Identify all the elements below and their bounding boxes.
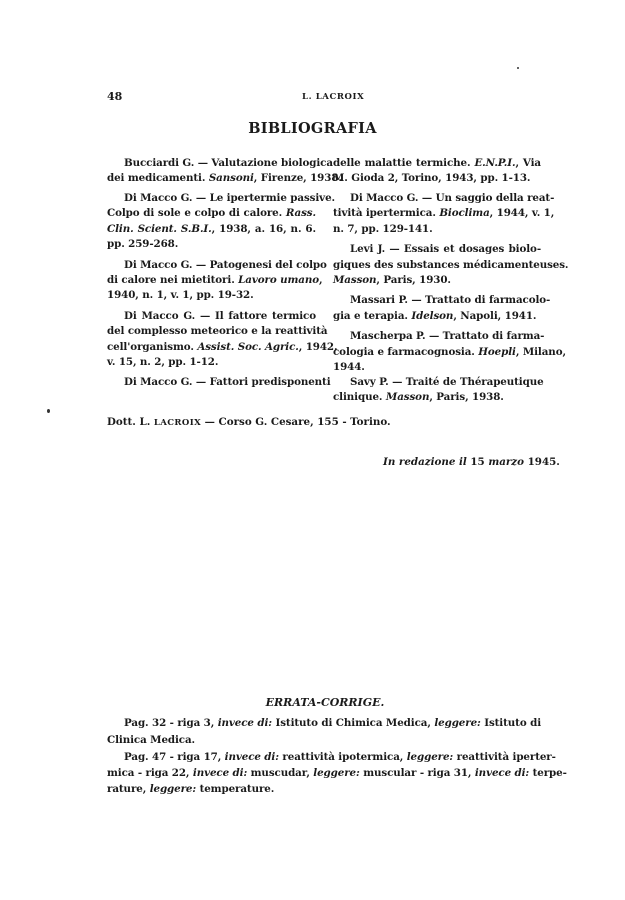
scan-speck [517, 67, 519, 69]
text-segment: , Via [515, 157, 541, 169]
italic-segment: Masson [333, 274, 377, 286]
text-line [333, 191, 555, 205]
date-d: 1945. [524, 456, 560, 468]
italic-segment: Lavoro umano [238, 274, 320, 286]
text-line [107, 309, 316, 323]
address-prefix: Dott. L. [107, 416, 154, 428]
text-line [107, 273, 323, 287]
text-line [333, 273, 541, 287]
text-segment: n. 7, pp. 129-141. [333, 223, 433, 235]
text-line [333, 156, 541, 170]
italic-segment: Idelson [411, 310, 454, 322]
text-segment: , 1938, a. 16, n. 6. [211, 223, 316, 235]
running-head: L. LACROIX [302, 92, 365, 102]
text-line [333, 222, 541, 236]
text-segment: 1940, n. 1, v. 1, pp. 19-32. [107, 289, 254, 301]
italic-segment: E.N.P.I. [474, 157, 516, 169]
text-segment: Levi J. — Essais et dosages biolo- [350, 243, 541, 255]
italic-segment: Assist. Soc. Agric. [197, 341, 299, 353]
text-segment: cell'organismo. [107, 341, 198, 353]
italic-segment: Clin. Scient. S.B.I. [107, 223, 212, 235]
text-segment: Di Macco G. — Patogenesi del colpo [124, 259, 327, 271]
text-line [107, 191, 336, 205]
text-line [333, 309, 541, 323]
text-segment: Pag. 47 - riga 17, [124, 751, 225, 763]
text-segment: Istituto di [480, 717, 542, 729]
text-segment: Di Macco G. — Un saggio della reat- [350, 192, 555, 204]
text-line [107, 324, 328, 338]
text-segment: M. Gioda 2, Torino, 1943, pp. 1-13. [333, 172, 531, 184]
text-line [107, 766, 567, 780]
text-segment: Clinica Medica. [107, 734, 196, 746]
scan-speck [47, 409, 50, 413]
text-segment: giques des substances médicamenteuses. [333, 259, 569, 271]
text-segment: , 1944, v. 1, [489, 207, 555, 219]
text-segment: delle malattie termiche. [333, 157, 475, 169]
text-segment: v. 15, n. 2, pp. 1-12. [107, 356, 219, 368]
italic-segment: Hoepli [478, 346, 516, 358]
text-segment: reattività ipotermica, [278, 751, 407, 763]
text-segment: mica - riga 22, [107, 767, 193, 779]
text-segment: dei medicamenti. [107, 172, 209, 184]
address-name: LACROIX [153, 418, 202, 428]
text-line [107, 237, 316, 251]
text-line [333, 171, 541, 185]
italic-segment: leggere: [406, 751, 454, 763]
text-line [107, 171, 342, 185]
text-segment: pp. 259-268. [107, 238, 179, 250]
text-segment: Colpo di sole e colpo di calore. [107, 207, 286, 219]
text-line [107, 375, 331, 389]
text-line [333, 258, 569, 272]
text-segment: Istituto di Chimica Medica, [272, 717, 435, 729]
text-line [333, 242, 541, 256]
text-segment: 1944. [333, 361, 365, 373]
text-line [333, 390, 541, 404]
text-line [333, 293, 551, 307]
date-b: 15 [466, 456, 489, 468]
text-line [333, 375, 544, 389]
text-line [333, 329, 545, 343]
text-line [107, 206, 316, 220]
text-line [107, 750, 556, 764]
italic-segment: Rass. [285, 207, 316, 219]
text-line [333, 345, 566, 359]
date-a: In redazione il [383, 456, 467, 468]
text-line [107, 355, 316, 369]
text-segment: Di Macco G. — Fattori predisponenti [124, 376, 331, 388]
text-segment: reattività iperter- [453, 751, 556, 763]
text-line [107, 156, 333, 170]
italic-segment: invece di: [217, 717, 272, 729]
text-line [107, 288, 316, 302]
text-line [107, 222, 316, 236]
italic-segment: leggere: [313, 767, 360, 779]
italic-segment: Masson [385, 391, 430, 403]
italic-segment: invece di: [224, 751, 279, 763]
text-segment: muscular - riga 31, [359, 767, 475, 779]
text-segment: rature, [107, 783, 150, 795]
italic-segment: Sansoni [208, 172, 254, 184]
text-segment: Pag. 32 - riga 3, [124, 717, 218, 729]
text-segment: , Milano, [515, 346, 566, 358]
text-segment: temperature. [196, 783, 275, 795]
italic-segment: Bioclima [439, 207, 490, 219]
text-line [107, 258, 327, 272]
text-segment: tività ipertermica. [333, 207, 440, 219]
text-segment: gia e terapia. [333, 310, 412, 322]
text-line [333, 360, 541, 374]
author-address [107, 416, 391, 428]
text-segment: , Napoli, 1941. [453, 310, 537, 322]
text-segment: Mascherpa P. — Trattato di farma- [350, 330, 545, 342]
text-segment: Di Macco G. — Le ipertermie passive. [124, 192, 336, 204]
submission-date [383, 456, 560, 468]
text-segment: di calore nei mietitori. [107, 274, 239, 286]
text-line [107, 782, 541, 796]
text-segment: , Paris, 1930. [376, 274, 451, 286]
text-segment: , Firenze, 1938. [253, 172, 342, 184]
text-segment: clinique. [333, 391, 386, 403]
date-c: marzo [488, 456, 525, 468]
italic-segment: leggere: [434, 717, 481, 729]
italic-segment: leggere: [149, 783, 197, 795]
text-line [107, 716, 541, 730]
text-segment: muscudar, [247, 767, 314, 779]
text-segment: , [319, 274, 323, 286]
italic-segment: invece di: [474, 767, 530, 779]
text-line [107, 733, 541, 747]
page-number: 48 [107, 90, 123, 103]
text-segment: Massari P. — Trattato di farmacolo- [350, 294, 551, 306]
italic-segment: invece di: [192, 767, 248, 779]
text-segment: terpe- [529, 767, 567, 779]
text-segment: cologia e farmacognosia. [333, 346, 479, 358]
text-segment: Di Macco G. — Il fattore termico [124, 310, 316, 322]
text-segment: , 1942. [298, 341, 338, 353]
text-segment: Savy P. — Traité de Thérapeutique [350, 376, 544, 388]
section-title: BIBLIOGRAFIA [248, 120, 377, 137]
address-rest: — Corso G. Cesare, 155 - Torino. [201, 416, 391, 428]
text-segment: del complesso meteorico e la reattività [107, 325, 328, 337]
text-segment: , Paris, 1938. [429, 391, 504, 403]
text-line [333, 206, 555, 220]
errata-title: ERRATA-CORRIGE. [265, 696, 385, 709]
text-line [107, 340, 338, 354]
text-segment: Bucciardi G. — Valutazione biologica [124, 157, 333, 169]
